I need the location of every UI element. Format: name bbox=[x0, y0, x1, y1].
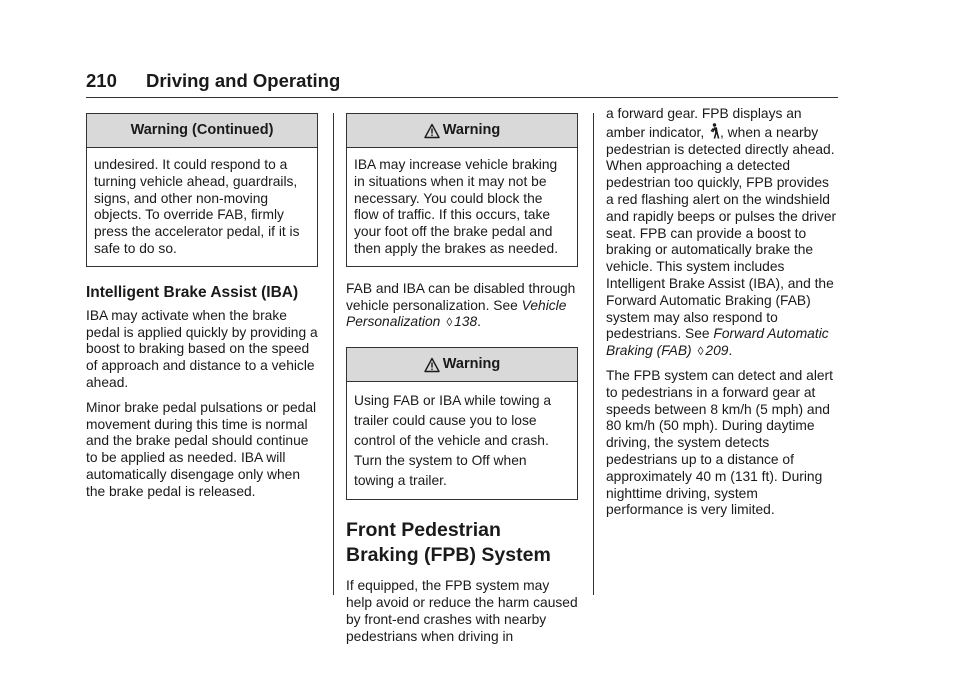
iba-paragraph-2: Minor brake pedal pulsations or pedal movement during this time is normal and the brake pedal should continue to be applied as needed. IBA will automatically disengage only when the brake pedal is released. bbox=[86, 399, 317, 499]
warning-title: Warning bbox=[442, 122, 501, 139]
warning-continued-title: Warning (Continued) bbox=[87, 114, 317, 148]
warning-header bbox=[347, 114, 577, 148]
page-ref-icon: ◊ bbox=[446, 315, 453, 330]
pedestrian-icon bbox=[708, 123, 720, 139]
column-2 bbox=[346, 113, 578, 653]
cross-reference[interactable]: Forward Automatic Braking (FAB) ◊ 209 bbox=[606, 326, 829, 359]
warning-triangle-icon bbox=[424, 357, 440, 373]
iba-paragraph-1: IBA may activate when the brake pedal is applied quickly by providing a boost to braking based on the speed of approach and distance to a vehicle ahead. bbox=[86, 307, 318, 390]
column-divider-2 bbox=[593, 113, 594, 595]
warning-title: Warning bbox=[442, 356, 501, 373]
warning-text: IBA may increase vehicle braking in situations when it may not be necessary. You could block the flow of traffic. If this occurs, take your foot off the brake pedal and then apply the brakes as needed. bbox=[354, 157, 559, 256]
fpb-speed-paragraph: The FPB system can detect and alert to pedestrians in a forward gear at speeds between 8 km/h (5 mph) and 80 km/h (50 mph). During daytime driving, the system detects pedestrians up to a distance of approximately 40 m (131 ft). During nighttime driving, system performance is very limited. bbox=[606, 367, 833, 518]
fab-iba-paragraph: FAB and IBA can be disabled through vehicle personalization. See Vehicle Personalization ◊ 138. bbox=[346, 280, 576, 330]
warning-triangle-icon bbox=[424, 123, 440, 139]
warning-header bbox=[347, 348, 577, 382]
column-divider-1 bbox=[333, 113, 334, 595]
warning-continued-text: undesired. It could respond to a turning vehicle ahead, guardrails, signs, and other non-moving objects. To override FAB, firmly press the accelerator pedal, if it is safe to do so. bbox=[94, 157, 300, 256]
warning-continued-box bbox=[86, 113, 318, 267]
cross-reference[interactable]: Vehicle Personalization ◊ 138 bbox=[346, 297, 567, 330]
section-title: Driving and Operating bbox=[146, 70, 341, 91]
page-header bbox=[86, 70, 340, 92]
page-number: 210 bbox=[86, 70, 117, 91]
fpb-heading: Front Pedestrian Braking (FPB) System bbox=[346, 519, 551, 567]
iba-heading: Intelligent Brake Assist (IBA) bbox=[86, 283, 299, 301]
column-3 bbox=[606, 106, 838, 527]
fpb-description: a forward gear. FPB displays an amber indicator, , when a nearby pedestrian is detected directly ahead. When approaching a detected pedestrian too quickly, FPB provides a red flashing alert on the windshield and rapidly beeps or pulses the driver seat. FPB can provide a boost to braking or automatically brake the vehicle. This system includes Intelligent Brake Assist (IBA), and the Forward Automatic Braking (FAB) system may also respond to pedestrians. See Forward Automatic Braking (FAB) ◊ 209. bbox=[606, 106, 837, 359]
column-1 bbox=[86, 113, 318, 509]
header-divider bbox=[86, 97, 838, 98]
fpb-paragraph: If equipped, the FPB system may help avoid or reduce the harm caused by front-end crashes with nearby pedestrians when driving in bbox=[346, 578, 578, 644]
warning-box-iba bbox=[346, 113, 578, 267]
warning-text: Using FAB or IBA while towing a trailer could cause you to lose control of the vehicle and crash. Turn the system to Off when towing a trailer. bbox=[354, 393, 552, 489]
warning-box-towing bbox=[346, 347, 578, 500]
page-ref-icon: ◊ bbox=[697, 344, 704, 359]
